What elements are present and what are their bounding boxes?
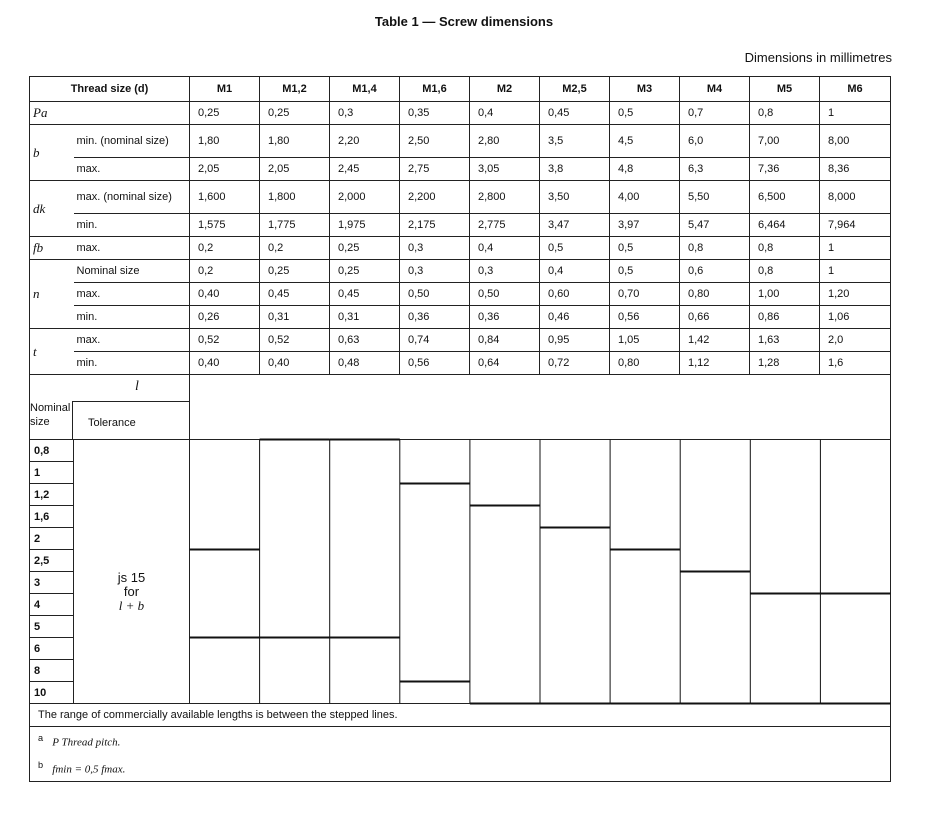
dimension-value: 0,25: [330, 260, 400, 283]
dimension-value: 0,3: [400, 237, 470, 260]
dimension-row: [30, 352, 891, 375]
dimension-value: 2,80: [470, 125, 540, 158]
dimension-value: 0,80: [680, 283, 750, 306]
length-header-blank: [190, 375, 891, 440]
dimension-value: 0,5: [610, 237, 680, 260]
dimension-value: 3,47: [540, 214, 610, 237]
dimension-value: 8,00: [820, 125, 891, 158]
param-symbol: b: [30, 125, 74, 181]
length-range-grid: [190, 440, 891, 704]
dimension-value: 0,4: [470, 102, 540, 125]
dimension-value: 0,45: [540, 102, 610, 125]
dimension-value: 0,3: [400, 260, 470, 283]
dimension-value: 1,975: [330, 214, 400, 237]
units-note: Dimensions in millimetres: [744, 50, 892, 65]
dimension-value: 0,52: [260, 329, 330, 352]
tolerance-value-line: l + b: [118, 597, 145, 613]
length-rows: [30, 440, 891, 704]
dimension-value: 0,31: [260, 306, 330, 329]
dimension-value: 0,36: [470, 306, 540, 329]
dimension-value: 0,2: [260, 237, 330, 260]
param-label: max.: [74, 283, 190, 306]
param-label: min.: [74, 352, 190, 375]
dimension-value: 1,06: [820, 306, 891, 329]
dimension-value: 1,20: [820, 283, 891, 306]
param-symbol: fb: [30, 237, 74, 260]
nominal-length: 1,6: [30, 506, 74, 528]
dimension-value: 0,5: [610, 260, 680, 283]
dimension-value: 0,56: [610, 306, 680, 329]
dimension-value: 1,800: [260, 181, 330, 214]
dimension-value: 0,26: [190, 306, 260, 329]
dimension-value: 0,80: [610, 352, 680, 375]
dimension-row: [30, 283, 891, 306]
header-row: [30, 77, 891, 102]
nominal-length: 2,5: [30, 550, 74, 572]
footnote-a-row: [30, 727, 891, 756]
dimension-value: 2,75: [400, 158, 470, 181]
dimension-value: 0,64: [470, 352, 540, 375]
size-header: M2: [470, 77, 540, 102]
nominal-length: 8: [30, 660, 74, 682]
dimension-value: 0,35: [400, 102, 470, 125]
size-header: M1,6: [400, 77, 470, 102]
dimension-value: 0,36: [400, 306, 470, 329]
table-title: Table 1 — Screw dimensions: [374, 14, 554, 29]
dimension-value: 0,8: [680, 237, 750, 260]
size-header: M1,2: [260, 77, 330, 102]
dimension-value: 1,6: [820, 352, 891, 375]
dimension-value: 5,50: [680, 181, 750, 214]
nominal-length: 10: [30, 682, 74, 704]
param-symbol: t: [30, 329, 74, 375]
nominal-length: 1: [30, 462, 74, 484]
dimension-value: 0,31: [330, 306, 400, 329]
dimension-value: 0,46: [540, 306, 610, 329]
dimension-value: 5,47: [680, 214, 750, 237]
dimension-value: 1,00: [750, 283, 820, 306]
tolerance-value-line: js 15: [117, 569, 146, 585]
tolerance-value-line: for: [123, 583, 140, 599]
dimension-value: 0,40: [190, 283, 260, 306]
dimension-value: 2,200: [400, 181, 470, 214]
size-header: M2,5: [540, 77, 610, 102]
dimension-value: 6,3: [680, 158, 750, 181]
dimension-value: 0,72: [540, 352, 610, 375]
dimension-value: 0,8: [750, 237, 820, 260]
dimension-row: [30, 102, 891, 125]
dimension-value: 6,0: [680, 125, 750, 158]
dimension-value: 0,45: [260, 283, 330, 306]
dimension-value: 2,50: [400, 125, 470, 158]
dimension-value: 0,60: [540, 283, 610, 306]
dimension-value: 3,8: [540, 158, 610, 181]
dimension-rows: [30, 102, 891, 375]
dimension-value: 7,36: [750, 158, 820, 181]
footnote-b: [30, 755, 891, 782]
dimension-value: 1: [820, 102, 891, 125]
dimension-value: 1,775: [260, 214, 330, 237]
length-header-row: [30, 375, 891, 440]
dimension-value: 2,45: [330, 158, 400, 181]
dimension-value: 2,05: [260, 158, 330, 181]
dimension-value: 0,63: [330, 329, 400, 352]
dimension-row: [30, 214, 891, 237]
dimension-value: 0,56: [400, 352, 470, 375]
dimension-value: 0,3: [330, 102, 400, 125]
dimension-value: 2,20: [330, 125, 400, 158]
dimension-value: 2,775: [470, 214, 540, 237]
dimension-value: 3,97: [610, 214, 680, 237]
dimension-value: 2,000: [330, 181, 400, 214]
dimension-value: 6,500: [750, 181, 820, 214]
dimension-value: 8,36: [820, 158, 891, 181]
dimension-value: 4,5: [610, 125, 680, 158]
dimension-value: 0,25: [330, 237, 400, 260]
footnote-b-mark: b: [38, 760, 44, 771]
dimension-value: 3,50: [540, 181, 610, 214]
size-header: M6: [820, 77, 891, 102]
dimension-value: 0,4: [470, 237, 540, 260]
dimension-value: 6,464: [750, 214, 820, 237]
dimension-value: 1,575: [190, 214, 260, 237]
tolerance-label: Tolerance: [88, 417, 136, 429]
nominal-length: 5: [30, 616, 74, 638]
param-label: max.: [74, 329, 190, 352]
param-symbol: n: [30, 260, 74, 329]
dimension-value: 0,25: [260, 102, 330, 125]
dimension-value: 0,25: [190, 102, 260, 125]
nominal-length: 3: [30, 572, 74, 594]
param-label: min.: [74, 306, 190, 329]
size-header: M4: [680, 77, 750, 102]
dimension-value: 1,600: [190, 181, 260, 214]
dimension-value: 0,8: [750, 260, 820, 283]
dimension-value: 0,86: [750, 306, 820, 329]
dimension-value: 0,25: [260, 260, 330, 283]
param-label: max. (nominal size): [74, 181, 190, 214]
dimension-value: 0,50: [400, 283, 470, 306]
range-note: The range of commercially available lengths is between the stepped lines.: [30, 704, 891, 727]
nominal-length: 4: [30, 594, 74, 616]
length-header-cell: [30, 375, 190, 440]
nominal-length: 2: [30, 528, 74, 550]
dimension-value: 3,5: [540, 125, 610, 158]
dimension-row: [30, 306, 891, 329]
footnote-a-text: P Thread pitch.: [52, 736, 121, 749]
dimension-value: 0,4: [540, 260, 610, 283]
length-row: [30, 440, 891, 462]
dimension-value: 0,5: [610, 102, 680, 125]
tolerance-cell: [74, 440, 190, 704]
nominal-length: 0,8: [30, 440, 74, 462]
dimension-value: 0,45: [330, 283, 400, 306]
dimension-value: 0,6: [680, 260, 750, 283]
size-header: M5: [750, 77, 820, 102]
dimension-value: 0,48: [330, 352, 400, 375]
footnote-a: [30, 727, 891, 756]
param-label: Nominal size: [74, 260, 190, 283]
dimension-value: 1: [820, 237, 891, 260]
dimension-value: 1,28: [750, 352, 820, 375]
footnote-a-mark: a: [38, 733, 44, 744]
param-label: min.: [74, 214, 190, 237]
thread-size-header: Thread size (d): [30, 77, 190, 102]
dimension-value: 1,42: [680, 329, 750, 352]
dimension-value: 0,8: [750, 102, 820, 125]
dimension-row: [30, 260, 891, 283]
dimension-value: 1,63: [750, 329, 820, 352]
range-note-row: [30, 704, 891, 727]
dimension-value: 1,80: [190, 125, 260, 158]
dimension-value: 1: [820, 260, 891, 283]
dimension-value: 0,84: [470, 329, 540, 352]
dimension-value: 0,2: [190, 237, 260, 260]
param-label: max.: [74, 237, 190, 260]
dimension-value: 7,964: [820, 214, 891, 237]
size-header: M1: [190, 77, 260, 102]
dimension-value: 1,12: [680, 352, 750, 375]
dimension-value: 0,66: [680, 306, 750, 329]
dimension-value: 0,7: [680, 102, 750, 125]
dimension-row: [30, 237, 891, 260]
dimension-row: [30, 181, 891, 214]
dimension-value: 4,8: [610, 158, 680, 181]
nominal-length: 1,2: [30, 484, 74, 506]
dimension-value: 0,50: [470, 283, 540, 306]
nominal-length: 6: [30, 638, 74, 660]
dimension-value: 2,175: [400, 214, 470, 237]
param-label: max.: [74, 158, 190, 181]
dimension-value: 2,800: [470, 181, 540, 214]
dimension-value: 2,0: [820, 329, 891, 352]
dimension-value: 0,74: [400, 329, 470, 352]
footnote-b-text: fmin = 0,5 fmax.: [52, 763, 126, 776]
dimension-value: 1,05: [610, 329, 680, 352]
param-label: min. (nominal size): [74, 125, 190, 158]
dimension-row: [30, 158, 891, 181]
dimension-value: 0,3: [470, 260, 540, 283]
dimension-row: [30, 125, 891, 158]
dimension-value: 0,52: [190, 329, 260, 352]
dimension-value: 0,5: [540, 237, 610, 260]
dimension-row: [30, 329, 891, 352]
dimension-value: 1,80: [260, 125, 330, 158]
dimension-value: 3,05: [470, 158, 540, 181]
nominal-size-label: Nominal size: [30, 402, 71, 428]
dimension-value: 0,40: [260, 352, 330, 375]
dimension-value: 2,05: [190, 158, 260, 181]
dimension-value: 0,70: [610, 283, 680, 306]
param-symbol: dk: [30, 181, 74, 237]
size-header: M1,4: [330, 77, 400, 102]
dimension-value: 8,000: [820, 181, 891, 214]
size-header: M3: [610, 77, 680, 102]
param-symbol: Pa: [30, 102, 190, 125]
dimension-value: 4,00: [610, 181, 680, 214]
dimension-value: 0,2: [190, 260, 260, 283]
footnote-b-row: [30, 755, 891, 782]
l-symbol: l: [135, 379, 139, 394]
dimension-value: 0,40: [190, 352, 260, 375]
screw-dimensions-table: [29, 76, 891, 782]
dimension-value: 7,00: [750, 125, 820, 158]
dimension-value: 0,95: [540, 329, 610, 352]
